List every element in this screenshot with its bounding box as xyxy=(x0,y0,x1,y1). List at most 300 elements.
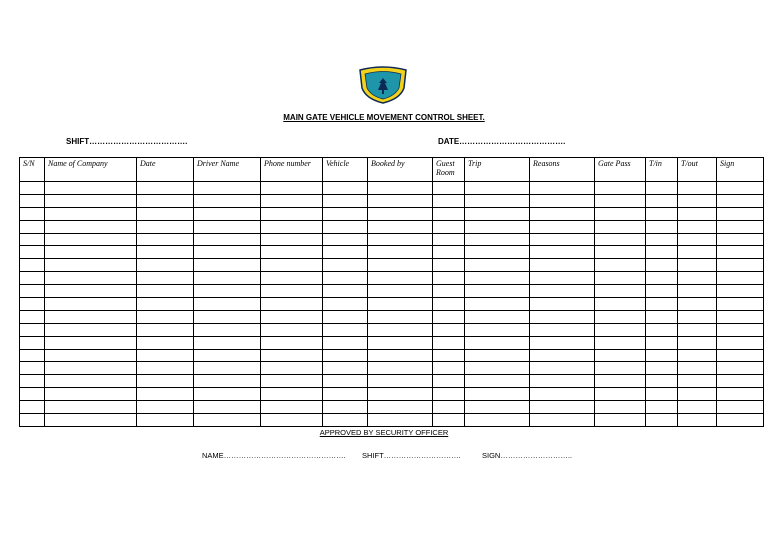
table-cell[interactable] xyxy=(137,207,194,220)
table-cell[interactable] xyxy=(323,246,368,259)
table-cell[interactable] xyxy=(261,401,323,414)
table-cell[interactable] xyxy=(646,298,678,311)
table-cell[interactable] xyxy=(368,233,433,246)
table-cell[interactable] xyxy=(194,194,261,207)
table-cell[interactable] xyxy=(530,285,595,298)
table-cell[interactable] xyxy=(678,336,717,349)
table-cell[interactable] xyxy=(194,285,261,298)
table-cell[interactable] xyxy=(646,375,678,388)
table-row xyxy=(20,349,764,362)
table-cell[interactable] xyxy=(368,298,433,311)
table-cell[interactable] xyxy=(433,323,465,336)
table-cell[interactable] xyxy=(717,362,764,375)
table-cell[interactable] xyxy=(678,246,717,259)
table-cell[interactable] xyxy=(646,220,678,233)
table-cell[interactable] xyxy=(646,323,678,336)
column-header-vehicle: Vehicle xyxy=(323,158,368,182)
table-cell[interactable] xyxy=(194,272,261,285)
table-cell[interactable] xyxy=(45,323,137,336)
table-cell[interactable] xyxy=(646,246,678,259)
table-cell[interactable] xyxy=(595,272,646,285)
table-cell[interactable] xyxy=(45,220,137,233)
table-cell[interactable] xyxy=(717,182,764,195)
table-cell[interactable] xyxy=(137,388,194,401)
table-cell[interactable] xyxy=(261,285,323,298)
table-cell[interactable] xyxy=(465,336,530,349)
table-cell[interactable] xyxy=(20,194,45,207)
table-cell[interactable] xyxy=(646,194,678,207)
table-cell[interactable] xyxy=(137,336,194,349)
table-cell[interactable] xyxy=(20,336,45,349)
table-cell[interactable] xyxy=(717,194,764,207)
table-cell[interactable] xyxy=(465,375,530,388)
table-cell[interactable] xyxy=(137,272,194,285)
table-cell[interactable] xyxy=(530,182,595,195)
table-cell[interactable] xyxy=(368,207,433,220)
officer-sign-field-label: SIGN……………………….. xyxy=(482,451,573,460)
table-cell[interactable] xyxy=(323,182,368,195)
table-cell[interactable] xyxy=(717,285,764,298)
table-cell[interactable] xyxy=(595,401,646,414)
table-cell[interactable] xyxy=(194,182,261,195)
table-row xyxy=(20,323,764,336)
table-cell[interactable] xyxy=(261,207,323,220)
table-cell[interactable] xyxy=(595,375,646,388)
table-cell[interactable] xyxy=(323,414,368,427)
table-cell[interactable] xyxy=(678,207,717,220)
table-cell[interactable] xyxy=(323,233,368,246)
table-cell[interactable] xyxy=(323,310,368,323)
table-cell[interactable] xyxy=(678,349,717,362)
table-cell[interactable] xyxy=(433,285,465,298)
table-cell[interactable] xyxy=(595,298,646,311)
table-cell[interactable] xyxy=(678,233,717,246)
table-cell[interactable] xyxy=(323,362,368,375)
table-cell[interactable] xyxy=(323,220,368,233)
table-row xyxy=(20,401,764,414)
table-cell[interactable] xyxy=(465,233,530,246)
table-cell[interactable] xyxy=(20,401,45,414)
table-cell[interactable] xyxy=(530,220,595,233)
table-cell[interactable] xyxy=(465,220,530,233)
table-row xyxy=(20,233,764,246)
table-row xyxy=(20,246,764,259)
table-cell[interactable] xyxy=(646,401,678,414)
table-cell[interactable] xyxy=(323,401,368,414)
table-cell[interactable] xyxy=(465,246,530,259)
table-cell[interactable] xyxy=(194,310,261,323)
table-cell[interactable] xyxy=(194,388,261,401)
table-cell[interactable] xyxy=(368,285,433,298)
table-cell[interactable] xyxy=(530,194,595,207)
table-cell[interactable] xyxy=(646,207,678,220)
table-cell[interactable] xyxy=(261,336,323,349)
table-cell[interactable] xyxy=(323,349,368,362)
table-cell[interactable] xyxy=(717,310,764,323)
table-cell[interactable] xyxy=(261,233,323,246)
table-cell[interactable] xyxy=(433,298,465,311)
table-cell[interactable] xyxy=(45,182,137,195)
table-cell[interactable] xyxy=(323,272,368,285)
table-cell[interactable] xyxy=(20,298,45,311)
table-header-row xyxy=(20,158,764,182)
table-cell[interactable] xyxy=(465,194,530,207)
column-header-time-in: T/in xyxy=(646,158,678,182)
table-cell[interactable] xyxy=(717,207,764,220)
table-cell[interactable] xyxy=(433,182,465,195)
table-cell[interactable] xyxy=(433,246,465,259)
column-header-trip: Trip xyxy=(465,158,530,182)
table-cell[interactable] xyxy=(368,182,433,195)
sheet-title: MAIN GATE VEHICLE MOVEMENT CONTROL SHEET. xyxy=(283,113,485,122)
table-cell[interactable] xyxy=(194,401,261,414)
table-cell[interactable] xyxy=(678,310,717,323)
table-cell[interactable] xyxy=(45,285,137,298)
table-cell[interactable] xyxy=(595,323,646,336)
table-cell[interactable] xyxy=(678,323,717,336)
table-cell[interactable] xyxy=(137,194,194,207)
table-cell[interactable] xyxy=(45,298,137,311)
table-cell[interactable] xyxy=(433,414,465,427)
table-cell[interactable] xyxy=(530,310,595,323)
table-cell[interactable] xyxy=(137,375,194,388)
table-cell[interactable] xyxy=(194,375,261,388)
table-cell[interactable] xyxy=(20,362,45,375)
table-cell[interactable] xyxy=(530,414,595,427)
table-cell[interactable] xyxy=(45,375,137,388)
table-cell[interactable] xyxy=(368,401,433,414)
table-cell[interactable] xyxy=(323,207,368,220)
table-cell[interactable] xyxy=(261,246,323,259)
table-cell[interactable] xyxy=(595,362,646,375)
table-cell[interactable] xyxy=(20,272,45,285)
table-cell[interactable] xyxy=(595,246,646,259)
table-cell[interactable] xyxy=(678,414,717,427)
table-cell[interactable] xyxy=(530,375,595,388)
column-header-driver-name: Driver Name xyxy=(194,158,261,182)
table-cell[interactable] xyxy=(433,349,465,362)
table-cell[interactable] xyxy=(433,220,465,233)
officer-name-field-label: NAME…………………………………………. xyxy=(202,451,346,460)
table-cell[interactable] xyxy=(678,285,717,298)
table-cell[interactable] xyxy=(194,349,261,362)
table-cell[interactable] xyxy=(646,414,678,427)
table-cell[interactable] xyxy=(194,207,261,220)
table-row xyxy=(20,310,764,323)
table-cell[interactable] xyxy=(678,388,717,401)
table-cell[interactable] xyxy=(323,323,368,336)
table-cell[interactable] xyxy=(595,414,646,427)
table-cell[interactable] xyxy=(678,182,717,195)
table-cell[interactable] xyxy=(678,220,717,233)
table-cell[interactable] xyxy=(646,182,678,195)
table-cell[interactable] xyxy=(137,233,194,246)
table-cell[interactable] xyxy=(261,414,323,427)
table-cell[interactable] xyxy=(717,272,764,285)
table-cell[interactable] xyxy=(20,182,45,195)
table-cell[interactable] xyxy=(368,323,433,336)
table-cell[interactable] xyxy=(194,362,261,375)
table-cell[interactable] xyxy=(20,246,45,259)
table-cell[interactable] xyxy=(595,259,646,272)
table-cell[interactable] xyxy=(530,323,595,336)
table-cell[interactable] xyxy=(646,259,678,272)
table-cell[interactable] xyxy=(368,362,433,375)
table-cell[interactable] xyxy=(194,298,261,311)
table-cell[interactable] xyxy=(261,259,323,272)
table-cell[interactable] xyxy=(530,272,595,285)
table-cell[interactable] xyxy=(261,298,323,311)
table-cell[interactable] xyxy=(323,388,368,401)
table-row xyxy=(20,362,764,375)
table-cell[interactable] xyxy=(261,272,323,285)
table-cell[interactable] xyxy=(261,349,323,362)
table-cell[interactable] xyxy=(465,259,530,272)
table-cell[interactable] xyxy=(717,259,764,272)
table-cell[interactable] xyxy=(465,182,530,195)
table-cell[interactable] xyxy=(465,207,530,220)
table-cell[interactable] xyxy=(465,349,530,362)
table-cell[interactable] xyxy=(368,349,433,362)
table-cell[interactable] xyxy=(646,349,678,362)
table-cell[interactable] xyxy=(595,194,646,207)
table-cell[interactable] xyxy=(45,349,137,362)
table-cell[interactable] xyxy=(678,298,717,311)
table-cell[interactable] xyxy=(678,375,717,388)
table-cell[interactable] xyxy=(368,246,433,259)
table-cell[interactable] xyxy=(45,414,137,427)
table-cell[interactable] xyxy=(433,233,465,246)
table-cell[interactable] xyxy=(717,375,764,388)
table-cell[interactable] xyxy=(595,336,646,349)
table-cell[interactable] xyxy=(137,285,194,298)
table-cell[interactable] xyxy=(646,310,678,323)
table-cell[interactable] xyxy=(45,336,137,349)
table-cell[interactable] xyxy=(261,182,323,195)
table-cell[interactable] xyxy=(646,362,678,375)
table-cell[interactable] xyxy=(465,298,530,311)
table-cell[interactable] xyxy=(465,414,530,427)
table-cell[interactable] xyxy=(194,336,261,349)
column-header-guest-room: Guest Room xyxy=(433,158,465,182)
table-cell[interactable] xyxy=(717,220,764,233)
table-cell[interactable] xyxy=(717,323,764,336)
table-cell[interactable] xyxy=(137,349,194,362)
table-cell[interactable] xyxy=(646,388,678,401)
table-cell[interactable] xyxy=(323,298,368,311)
table-cell[interactable] xyxy=(717,298,764,311)
table-cell[interactable] xyxy=(595,388,646,401)
table-cell[interactable] xyxy=(433,310,465,323)
table-cell[interactable] xyxy=(465,401,530,414)
table-cell[interactable] xyxy=(465,388,530,401)
table-cell[interactable] xyxy=(20,323,45,336)
table-cell[interactable] xyxy=(595,220,646,233)
table-cell[interactable] xyxy=(261,375,323,388)
table-cell[interactable] xyxy=(20,207,45,220)
table-cell[interactable] xyxy=(137,259,194,272)
table-cell[interactable] xyxy=(323,194,368,207)
table-cell[interactable] xyxy=(433,388,465,401)
table-cell[interactable] xyxy=(45,194,137,207)
table-cell[interactable] xyxy=(595,310,646,323)
table-cell[interactable] xyxy=(261,220,323,233)
table-cell[interactable] xyxy=(137,362,194,375)
column-header-date: Date xyxy=(137,158,194,182)
table-cell[interactable] xyxy=(646,272,678,285)
table-row xyxy=(20,207,764,220)
table-cell[interactable] xyxy=(433,362,465,375)
table-cell[interactable] xyxy=(20,349,45,362)
table-cell[interactable] xyxy=(678,259,717,272)
table-row xyxy=(20,194,764,207)
table-cell[interactable] xyxy=(137,414,194,427)
table-cell[interactable] xyxy=(368,388,433,401)
table-cell[interactable] xyxy=(20,414,45,427)
table-cell[interactable] xyxy=(717,414,764,427)
table-cell[interactable] xyxy=(368,375,433,388)
officer-shift-field-label: SHIFT…………………………. xyxy=(362,451,461,460)
table-cell[interactable] xyxy=(137,310,194,323)
table-cell[interactable] xyxy=(678,194,717,207)
table-cell[interactable] xyxy=(433,272,465,285)
table-cell[interactable] xyxy=(20,259,45,272)
table-cell[interactable] xyxy=(717,401,764,414)
table-cell[interactable] xyxy=(45,388,137,401)
table-cell[interactable] xyxy=(20,220,45,233)
table-cell[interactable] xyxy=(433,207,465,220)
table-cell[interactable] xyxy=(323,285,368,298)
table-cell[interactable] xyxy=(530,362,595,375)
table-cell[interactable] xyxy=(45,207,137,220)
table-cell[interactable] xyxy=(368,220,433,233)
table-cell[interactable] xyxy=(646,336,678,349)
table-cell[interactable] xyxy=(717,349,764,362)
table-cell[interactable] xyxy=(20,375,45,388)
table-cell[interactable] xyxy=(595,349,646,362)
table-row xyxy=(20,414,764,427)
table-cell[interactable] xyxy=(530,401,595,414)
table-cell[interactable] xyxy=(261,323,323,336)
table-cell[interactable] xyxy=(137,401,194,414)
table-cell[interactable] xyxy=(137,323,194,336)
table-cell[interactable] xyxy=(194,233,261,246)
table-cell[interactable] xyxy=(530,298,595,311)
table-cell[interactable] xyxy=(368,336,433,349)
table-cell[interactable] xyxy=(595,233,646,246)
table-cell[interactable] xyxy=(595,207,646,220)
table-cell[interactable] xyxy=(465,323,530,336)
table-cell[interactable] xyxy=(433,336,465,349)
table-cell[interactable] xyxy=(45,401,137,414)
table-cell[interactable] xyxy=(194,414,261,427)
table-cell[interactable] xyxy=(137,182,194,195)
table-cell[interactable] xyxy=(530,259,595,272)
table-cell[interactable] xyxy=(323,259,368,272)
table-cell[interactable] xyxy=(137,298,194,311)
shift-field-label: SHIFT………………………………. xyxy=(66,137,188,146)
table-cell[interactable] xyxy=(137,220,194,233)
table-cell[interactable] xyxy=(646,285,678,298)
table-cell[interactable] xyxy=(465,285,530,298)
table-cell[interactable] xyxy=(530,336,595,349)
table-cell[interactable] xyxy=(646,233,678,246)
table-cell[interactable] xyxy=(368,194,433,207)
table-cell[interactable] xyxy=(194,220,261,233)
table-cell[interactable] xyxy=(433,401,465,414)
table-cell[interactable] xyxy=(45,272,137,285)
table-row xyxy=(20,388,764,401)
table-cell[interactable] xyxy=(717,233,764,246)
table-cell[interactable] xyxy=(20,388,45,401)
table-cell[interactable] xyxy=(323,375,368,388)
table-cell[interactable] xyxy=(678,401,717,414)
approved-by-label: APPROVED BY SECURITY OFFICER xyxy=(319,428,449,437)
security-shield-emblem-icon xyxy=(358,66,408,104)
table-cell[interactable] xyxy=(261,194,323,207)
table-cell[interactable] xyxy=(465,310,530,323)
table-cell[interactable] xyxy=(368,414,433,427)
table-cell[interactable] xyxy=(368,310,433,323)
table-row xyxy=(20,285,764,298)
table-cell[interactable] xyxy=(530,388,595,401)
table-cell[interactable] xyxy=(137,246,194,259)
table-row xyxy=(20,220,764,233)
table-cell[interactable] xyxy=(530,349,595,362)
table-cell[interactable] xyxy=(261,362,323,375)
table-cell[interactable] xyxy=(45,310,137,323)
table-cell[interactable] xyxy=(433,194,465,207)
vehicle-movement-table xyxy=(19,157,764,427)
column-header-gate-pass: Gate Pass xyxy=(595,158,646,182)
table-cell[interactable] xyxy=(368,259,433,272)
table-cell[interactable] xyxy=(323,336,368,349)
table-cell[interactable] xyxy=(194,246,261,259)
table-cell[interactable] xyxy=(530,233,595,246)
table-cell[interactable] xyxy=(465,272,530,285)
table-cell[interactable] xyxy=(261,310,323,323)
table-cell[interactable] xyxy=(717,246,764,259)
table-cell[interactable] xyxy=(194,259,261,272)
table-row xyxy=(20,272,764,285)
table-cell[interactable] xyxy=(194,323,261,336)
table-cell[interactable] xyxy=(45,259,137,272)
table-cell[interactable] xyxy=(530,207,595,220)
table-cell[interactable] xyxy=(433,375,465,388)
table-cell[interactable] xyxy=(465,362,530,375)
table-cell[interactable] xyxy=(20,233,45,246)
table-cell[interactable] xyxy=(678,272,717,285)
column-header-sign: Sign xyxy=(717,158,764,182)
table-cell[interactable] xyxy=(45,233,137,246)
table-cell[interactable] xyxy=(595,285,646,298)
table-cell[interactable] xyxy=(678,362,717,375)
table-cell[interactable] xyxy=(20,285,45,298)
table-cell[interactable] xyxy=(595,182,646,195)
table-cell[interactable] xyxy=(261,388,323,401)
column-header-sn: S/N xyxy=(20,158,45,182)
table-body xyxy=(20,182,764,427)
column-header-time-out: T/out xyxy=(678,158,717,182)
table-cell[interactable] xyxy=(530,246,595,259)
table-cell[interactable] xyxy=(20,310,45,323)
table-cell[interactable] xyxy=(433,259,465,272)
table-cell[interactable] xyxy=(45,362,137,375)
table-cell[interactable] xyxy=(717,336,764,349)
table-cell[interactable] xyxy=(45,246,137,259)
table-cell[interactable] xyxy=(368,272,433,285)
table-cell[interactable] xyxy=(717,388,764,401)
